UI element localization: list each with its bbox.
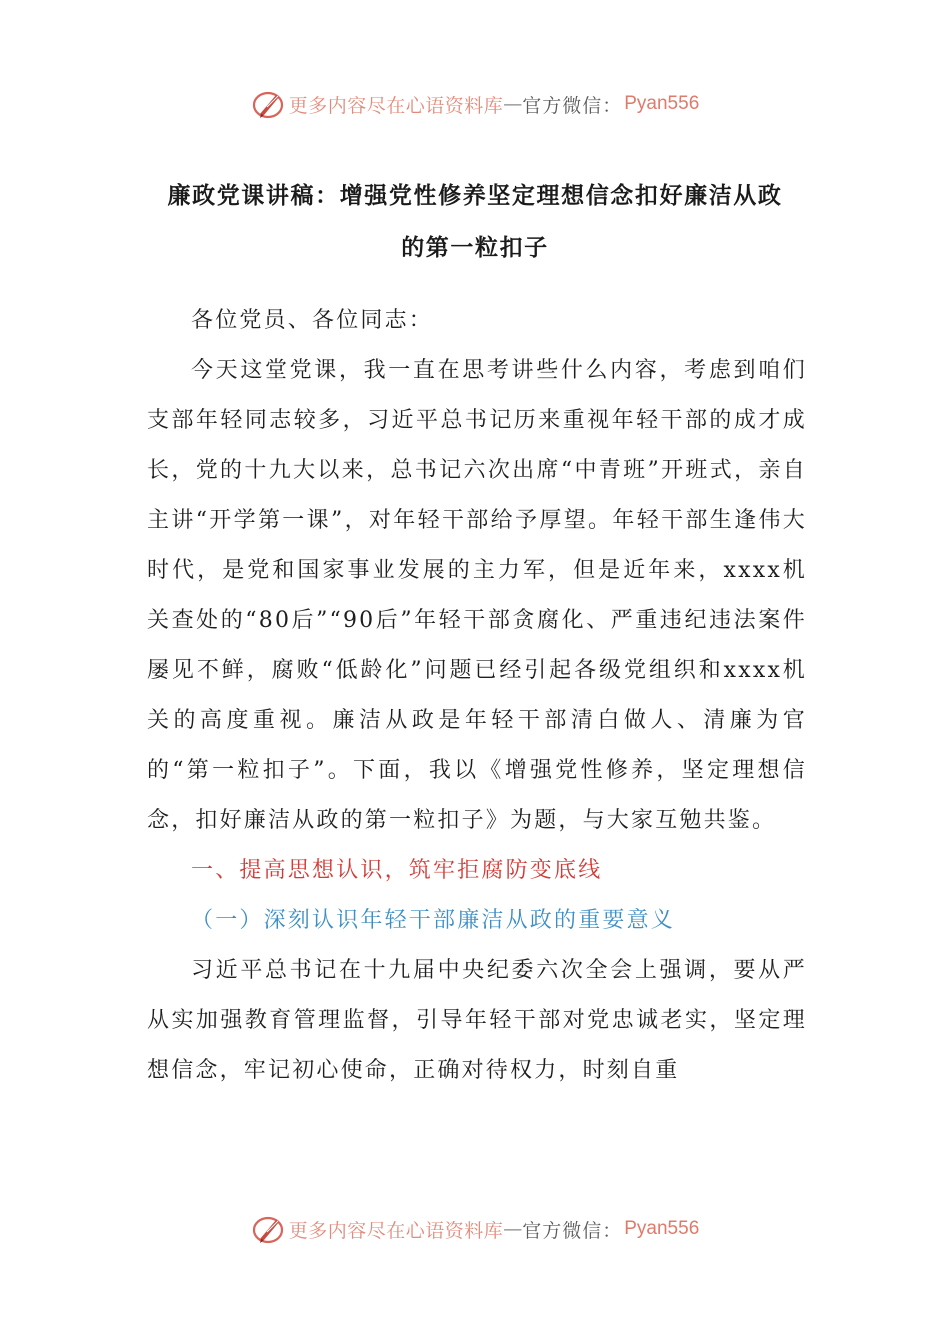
quill-pen-logo-icon [251, 1212, 285, 1246]
document-title [140, 170, 810, 274]
banner-slogan: 更多内容尽在心语资料库 [288, 94, 504, 117]
salutation: 各位党员、各位同志： [191, 308, 434, 333]
header-banner-content [251, 87, 700, 121]
banner-dash: — [503, 1218, 523, 1240]
document-title-line-2: 的第一粒扣子 [401, 235, 549, 261]
document-body [147, 296, 807, 1096]
subsection-heading-1: （一）深刻认识年轻干部廉洁从政的重要意义 [191, 908, 676, 933]
footer-banner-content [251, 1212, 700, 1246]
header-banner [0, 84, 950, 124]
banner-dash: — [503, 93, 523, 115]
footer-banner [0, 1209, 950, 1249]
banner-wechat-id: Pyan556 [624, 1218, 700, 1239]
banner-official-label: 官方微信： [522, 1219, 623, 1242]
section-heading-1: 一、提高思想认识，筑牢拒腐防变底线 [191, 858, 603, 883]
banner-slogan: 更多内容尽在心语资料库 [288, 1219, 504, 1242]
document-title-line-1: 廉政党课讲稿：增强党性修养坚定理想信念扣好廉洁从政 [167, 183, 783, 209]
quill-pen-logo-icon [251, 87, 285, 121]
banner-official-label: 官方微信： [522, 94, 623, 117]
banner-wechat-id: Pyan556 [624, 93, 700, 114]
paragraph-section-1: 习近平总书记在十九届中央纪委六次全会上强调，要从严从实加强教育管理监督，引导年轻干部对党忠诚老实，坚定理想信念，牢记初心使命，正确对待权力，时刻自重 [147, 958, 807, 1083]
paragraph-intro: 今天这堂党课，我一直在思考讲些什么内容，考虑到咱们支部年轻同志较多，习近平总书记历来重视年轻干部的成才成长，党的十九大以来，总书记六次出席“中青班”开班式，亲自主讲“开学第一课”，对年轻干部给予厚望。年轻干部生逢伟大时代，是党和国家事业发展的主力军，但是近年来，xxxx机关查处的“80后”“90后”年轻干部贪腐化、严重违纪违法案件屡见不鲜，腐败“低龄化”问题已经引起各级党组织和xxxx机关的高度重视。廉洁从政是年轻干部清白做人、清廉为官的“第一粒扣子”。下面，我以《增强党性修养，坚定理想信念，扣好廉洁从政的第一粒扣子》为题，与大家互勉共鉴。 [147, 358, 807, 833]
